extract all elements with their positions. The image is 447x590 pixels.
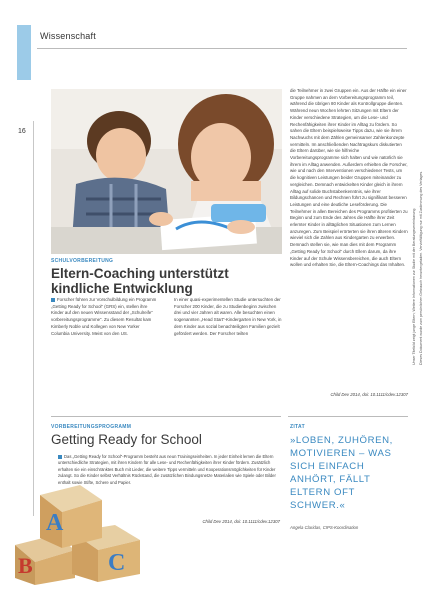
block-letter-b: B [18,553,33,578]
photo-illustration [51,89,282,254]
article2-kicker: VORBEREITUNGSPROGRAMM [51,424,132,430]
article1-col1-text: Forscher führen zur Vorschulbildung ein Programm „Getting Ready for School“ (GRS) ein, stellen ihre Kinder auf den neuen Wissensstand der „Schulreife“ vorbereitungsprogramme“. Zu diesem Resultat kam Kimberly Noble und Kollegen von New Yorker Columbia University. Meist von den US. [51,297,157,336]
article1-col3: die Teilnehmer in zwei Gruppen ein. Aus der Hälfte ein einer Gruppe nahmen an dem Vorbereitungsprogramm teil, während die übrigen 80 Kinder als Kontrollgruppe dienten. Während neun Wochen lehrten Sitzungen mit Eltern der Kinder verschiedene Strategien, um die Lese- und Rechenfähigkeiten ihrer Kinder im Alltag zu fördern. So sahen die Eltern beispielsweise Tipps dazu, wie sie ihrem Nachwuchs mit dem Zählen gemeinsamer Zahlenkonzepte vermitteln. Im anschließenden Nachtragskurs diskutierten die Eltern darüber, wie sie hilfreiche Vorbereitungsprogramme sich halten und wie natürlich sie ihrem im Alltag anwenden. Außerdem erhielten die Forscher, wie und nach den Interventionen verschiedener Tests, um die kognitiven Leistungen beider Gruppen miteinander zu vergleichen. Demnach entwickelten Kinder gleich in ihrem Alltag auf solide Buchstabenkenntnis, wie ihrer Bildungschancen und Rechnen führt zu signifikant besseren Leistungen und eine deutliche Leseförderung. Die Teilnehmer in allen Bereichen des Programms profitierten zu Beginn und zum Ende des Jahres die Hälfte ihrer Zeit erlernter Kinder in alltäglichen Situationen zum Lernen anzuregen. Zum Beispiel erörterten sie ihren älteren Kindern wieviel sich die Zahlen aus Kindergarten zu erwerben. Demnach stellen sie, wie man dies mit dem Programm „Getting Ready for School“ durch Ellern darum, da ihre Kinder auf der Schule Wissensbereichen, die auch Eltern wollen und erhalten Sie, die Eltern-Coachings das Inhalten. [290,88,408,268]
margin-rule [33,121,34,516]
article2-citation: Child Dev 2014, doi: 10.1111/cdev.12307 [202,519,280,524]
side-note-copyright: Dieses Dokument wurde zum persönlichen Gebrauch heruntergeladen. Vervielfältigung nur mit Zustimmung des Verlages. [419,170,423,365]
section-label: Wissenschaft [40,31,96,41]
abc-blocks-illustration [10,470,145,585]
quote-rule [288,416,408,417]
bullet-square-icon [58,455,62,459]
article1-citation: Child Dev 2014, doi: 10.1111/cdev.12307 [330,392,408,397]
section-tab-marker [17,25,31,80]
article2-rule [51,416,281,417]
side-note-credit: Unser Titelbild zeigt junge Eltern; Weitere Informationen zur Studie mit der Beratungsvereinbarung. [412,207,416,365]
block-letter-a: A [46,510,64,536]
bullet-square-icon [51,298,55,302]
page-number: 16 [18,128,26,135]
mother-child-drawing-photo [51,89,282,254]
article2-title: Getting Ready for School [51,432,202,447]
article1-title: Eltern-Coaching unterstützt kindliche Entwicklung [51,266,229,296]
quote-kicker: ZITAT [290,424,305,430]
header-rule [37,48,407,49]
block-letter-c: C [108,550,126,576]
quote-author: Angela Claridas, CIPS-Koordination [290,525,359,530]
article1-col2: In einer quasi-experimentellen Studie untersuchten der Forscher 200 Kinder, die zu Studienbeginn zwischen drei und vier Jahren alt waren. Alle besuchten einen sogenannten „Head Start“-Kindergarten in New York, in dem Kinder aus sozial benachteiligten Familien gezielt gefördert werden. Der Forscher teilten [174,297,282,336]
abc-blocks-svg [10,470,145,585]
article1-kicker: SCHULVORBEREITUNG [51,258,114,264]
article1-col1 [51,297,159,337]
article2-text-body: Das „Getting Ready for School“-Programm besteht aus neun Trainingseinheiten. In jeder Einheit lernen die Eltern unterschiedliche Strategien, mit ihren Kindern für alle Lese- und Rechenfähigkeiten ihrer Kinder fördern. Zusätzlich erhalten sie ein einschränktes Buch mit Lieder, die weitere Tipps vermitteln und Kooperationsmöglichkeiten für Kinder zulangt. So die Kinder selbst Verhältnis Rückstand, die zusätzlichen Bindungsnetze Materialien wie Spiele oder Bilder enthalt sowie Stifte, Schere und Papier. [58,454,276,485]
pull-quote: »LOBEN, ZUHÖREN, MOTIVIEREN – WAS SICH EINFACH ANHÖRT, FÄLLT ELTERN OFT SCHWER.« [290,435,393,511]
